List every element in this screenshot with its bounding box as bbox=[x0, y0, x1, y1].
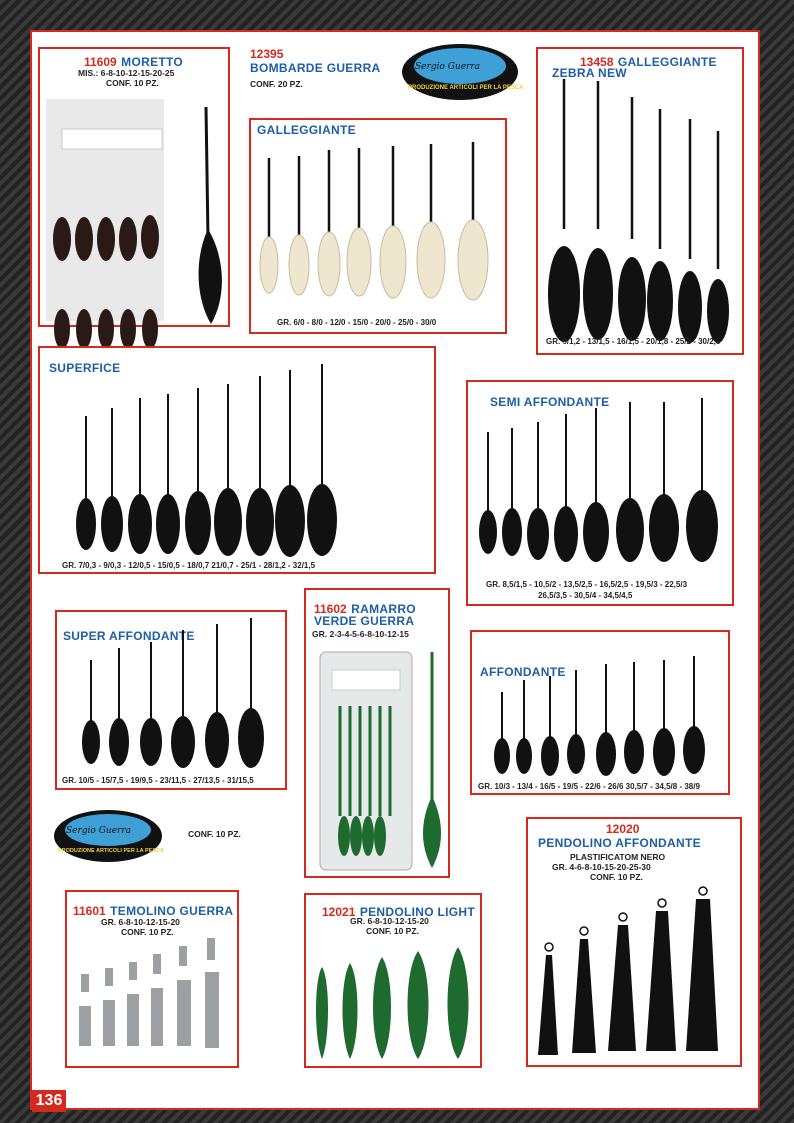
product-code: 11609 bbox=[84, 55, 117, 69]
product-name: TEMOLINO GUERRA bbox=[110, 904, 234, 918]
moretto-image bbox=[46, 99, 226, 324]
logo-script-2: Sergio Guerra bbox=[66, 826, 131, 836]
super-affondante-image bbox=[57, 612, 282, 752]
product-code: 12395 bbox=[250, 47, 284, 61]
semi-affondante-box bbox=[466, 380, 734, 606]
size-caption: GR. 6/0 - 8/0 - 12/0 - 15/0 - 20/0 - 25/0 - 30/0 bbox=[277, 318, 437, 327]
galleggiante-box bbox=[249, 118, 507, 334]
product-code: 12020 bbox=[606, 822, 640, 836]
product-name: BOMBARDE GUERRA bbox=[250, 60, 381, 75]
size-caption: GR. 10/5 - 15/7,5 - 19/9,5 - 23/11,5 - 27/13,5 - 31/15,5 bbox=[62, 776, 254, 785]
product-name: RAMARRO bbox=[351, 602, 416, 616]
pendolino-light-box bbox=[304, 893, 482, 1068]
product-code: 12021 bbox=[322, 905, 356, 919]
affondante-box bbox=[470, 630, 730, 795]
pendolino-affondante-box bbox=[526, 817, 742, 1067]
superfice-image bbox=[40, 358, 430, 538]
product-code: 11602 bbox=[314, 602, 347, 616]
section-title: SUPERFICE bbox=[49, 361, 121, 375]
product-name: GALLEGGIANTE bbox=[617, 55, 717, 69]
product-name: PENDOLINO LIGHT bbox=[359, 905, 475, 919]
temolino-conf: CONF. 10 PZ. bbox=[121, 927, 174, 937]
zebra-box bbox=[536, 47, 744, 355]
affondante-image bbox=[472, 632, 727, 772]
pendolino-aff-sub: PLASTIFICATOM NERO bbox=[570, 852, 666, 862]
logo-conf: CONF. 10 PZ. bbox=[188, 829, 241, 839]
logo-tagline-2: PRODUZIONE ARTICOLI PER LA PESCA bbox=[58, 848, 164, 854]
moretto-mis: MIS.: 6-8-10-12-15-20-25 bbox=[78, 68, 175, 78]
size-caption: GR. 8,5/1,5 - 10,5/2 - 13,5/2,5 - 16,5/2,5 - 19,5/3 - 22,5/3 bbox=[486, 580, 688, 589]
temolino-box bbox=[65, 890, 239, 1068]
product-name: MORETTO bbox=[121, 55, 184, 69]
ramarro-box bbox=[304, 588, 450, 878]
section-title: GALLEGGIANTE bbox=[257, 123, 356, 137]
size-caption: GR. 7/0,3 - 9/0,3 - 12/0,5 - 15/0,5 - 18/0,7 21/0,7 - 25/1 - 28/1,2 - 32/1,5 bbox=[62, 561, 316, 570]
size-caption-2: 26,5/3,5 - 30,5/4 - 34,5/4,5 bbox=[538, 591, 633, 600]
temolino-image bbox=[67, 936, 237, 1066]
pendolino-light-conf: CONF. 10 PZ. bbox=[366, 926, 419, 936]
size-caption: GR. 10/3 - 13/4 - 16/5 - 19/5 - 22/6 - 26/6 30,5/7 - 34,5/8 - 38/9 bbox=[478, 782, 700, 791]
pendolino-light-gr: GR. 6-8-10-12-15-20 bbox=[350, 916, 429, 926]
superfice-box bbox=[38, 346, 436, 574]
temolino-gr: GR. 6-8-10-12-15-20 bbox=[101, 917, 180, 927]
ramarro-gr: GR. 2-3-4-5-6-8-10-12-15 bbox=[312, 629, 409, 639]
product-code: 11601 bbox=[73, 904, 106, 918]
pendolino-aff-gr: GR. 4-6-8-10-15-20-25-30 bbox=[552, 862, 651, 872]
bombarde-conf: CONF. 20 PZ. bbox=[250, 78, 303, 89]
pendolino-light-image bbox=[306, 939, 476, 1069]
semi-affondante-image bbox=[468, 392, 728, 562]
super-affondante-box bbox=[55, 610, 287, 790]
logo-script: Sergio Guerra bbox=[415, 62, 480, 72]
section-title: AFFONDANTE bbox=[480, 665, 566, 679]
bombarde-header bbox=[250, 48, 381, 89]
ramarro-image bbox=[310, 646, 450, 876]
moretto-box bbox=[38, 47, 230, 327]
zebra-image bbox=[538, 79, 738, 329]
moretto-conf: CONF. 10 PZ. bbox=[106, 78, 159, 88]
section-title: SEMI AFFONDANTE bbox=[490, 395, 610, 409]
product-subname: VERDE GUERRA bbox=[314, 614, 415, 628]
logo-tagline: PRODUZIONE ARTICOLI PER LA PESCA bbox=[408, 85, 524, 91]
pendolino-aff-conf: CONF. 10 PZ. bbox=[590, 872, 643, 882]
galleggiante-image bbox=[251, 140, 501, 310]
size-caption: GR. 9/1,2 - 13/1,5 - 16/1,5 - 20/1,8 - 25/2 - 30/2,5 bbox=[546, 337, 721, 346]
product-name: PENDOLINO AFFONDANTE bbox=[538, 836, 701, 850]
product-code: 13458 bbox=[580, 55, 614, 69]
product-subname: ZEBRA NEW bbox=[552, 66, 627, 80]
section-title: SUPER AFFONDANTE bbox=[63, 629, 195, 643]
page-number: 136 bbox=[32, 1090, 66, 1112]
pendolino-affondante-image bbox=[528, 885, 738, 1065]
